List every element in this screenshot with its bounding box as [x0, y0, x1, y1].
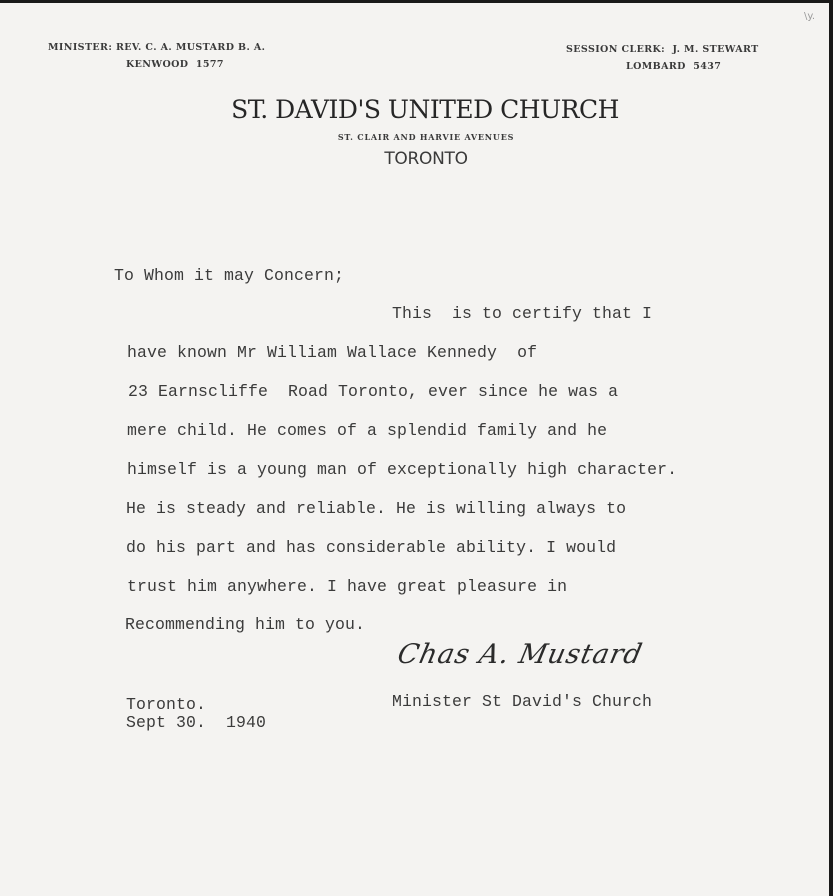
- letter-date: Sept 30. 1940: [126, 713, 267, 732]
- salutation: To Whom it may Concern;: [114, 266, 345, 285]
- church-name-heading: ST. DAVID'S UNITED CHURCH: [231, 95, 619, 124]
- body-line-7: do his part and has considerable ability. I would: [126, 538, 617, 557]
- minister-name: MINISTER: REV. C. A. MUSTARD B. A.: [48, 42, 266, 53]
- letter-page: [0, 3, 829, 896]
- minister-phone: KENWOOD 1577: [126, 59, 224, 70]
- session-clerk-name: SESSION CLERK: J. M. STEWART: [566, 44, 759, 55]
- letterhead-clerk-block: [566, 41, 796, 75]
- corner-pencil-mark: \y.: [804, 11, 816, 22]
- body-line-4: mere child. He comes of a splendid family and he: [127, 421, 608, 440]
- church-city: TORONTO: [384, 149, 468, 169]
- letter-place: Toronto.: [126, 695, 207, 714]
- signer-title: Minister St David's Church: [392, 692, 653, 711]
- body-line-8: trust him anywhere. I have great pleasure in: [127, 577, 568, 596]
- body-line-1: This is to certify that I: [392, 304, 653, 323]
- church-address: ST. CLAIR AND HARVIE AVENUES: [337, 132, 515, 142]
- body-line-3: 23 Earnscliffe Road Toronto, ever since he was a: [128, 382, 619, 401]
- handwritten-signature: Chas A. Mustard: [394, 639, 646, 670]
- body-line-9: Recommending him to you.: [125, 615, 366, 634]
- body-line-2: have known Mr William Wallace Kennedy of: [127, 343, 538, 362]
- body-line-5: himself is a young man of exceptionally high character.: [127, 460, 678, 479]
- body-line-6: He is steady and reliable. He is willing always to: [126, 499, 627, 518]
- session-clerk-phone: LOMBARD 5437: [626, 61, 722, 72]
- letterhead-minister-block: [48, 39, 318, 73]
